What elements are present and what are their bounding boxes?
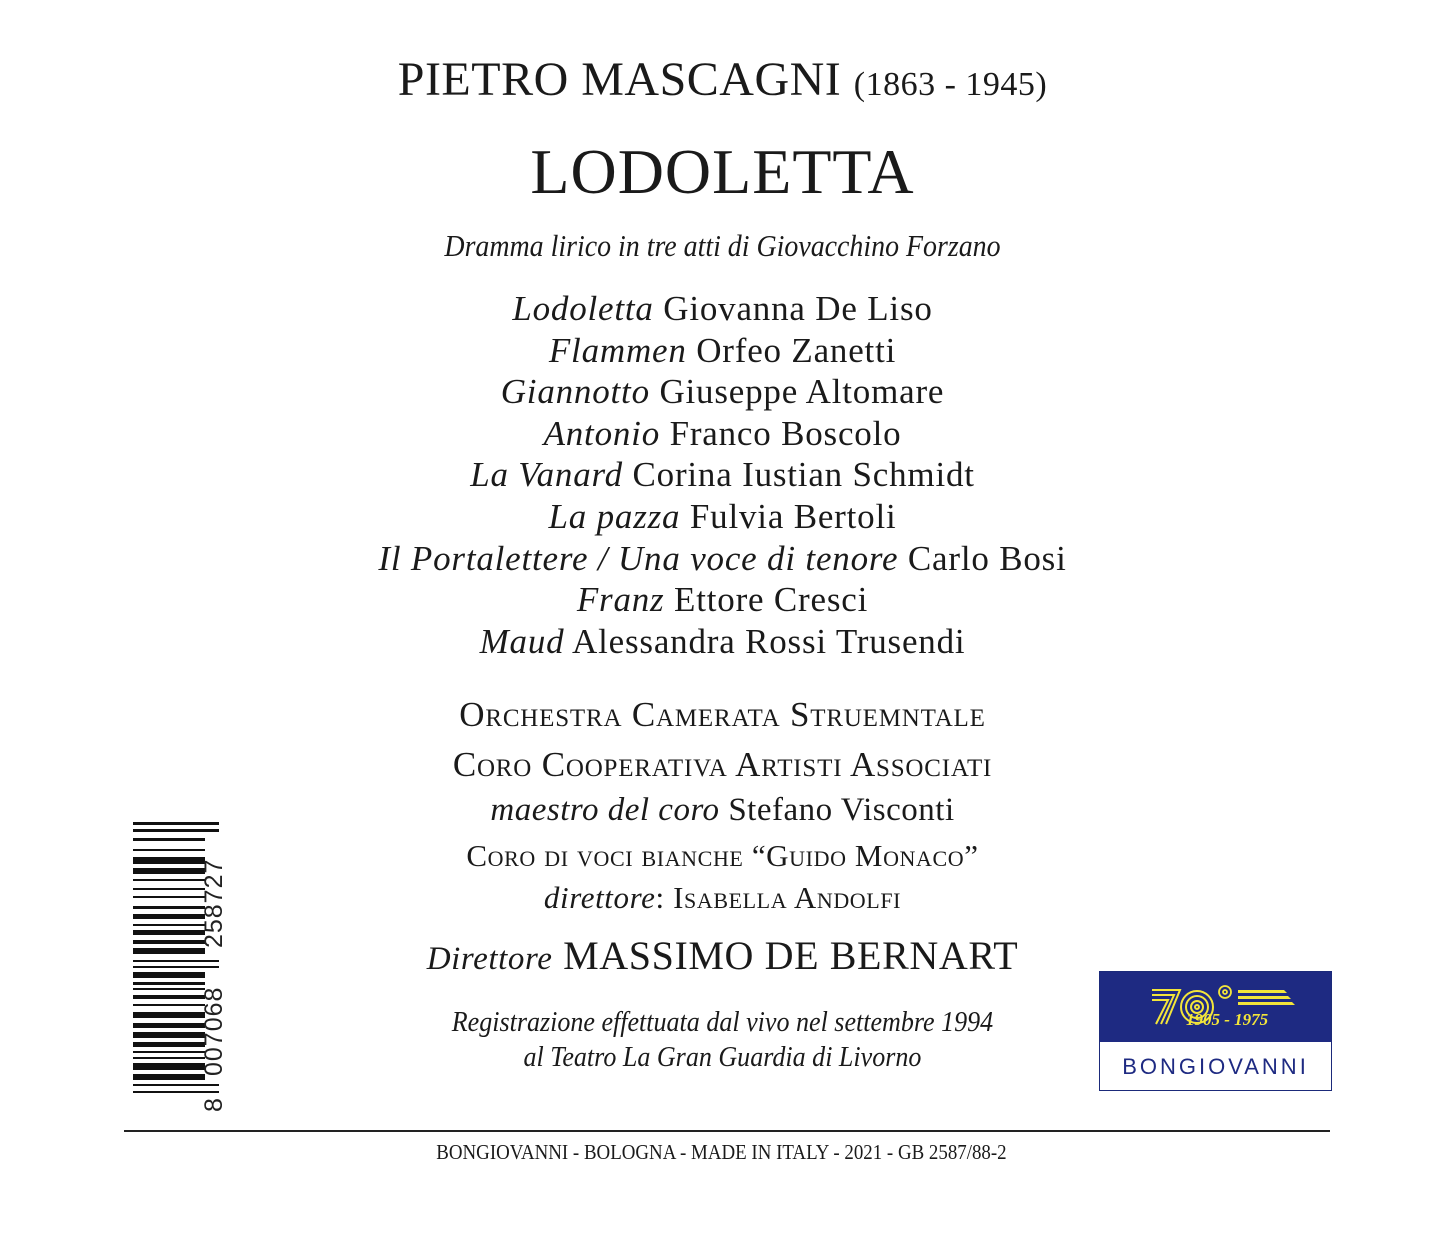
children-choir-director-label: direttore (543, 880, 656, 915)
cast-singer: Giovanna De Liso (663, 289, 933, 328)
cast-row (0, 330, 1445, 372)
recording-note-line1: Registrazione effettuata dal vivo nel settembre 1994 (451, 1007, 994, 1038)
opera-subtitle: Dramma lirico in tre atti di Giovacchino Forzano (444, 228, 1001, 263)
opera-title: LODOLETTA (530, 136, 915, 207)
composer-name: PIETRO MASCAGNI (397, 53, 842, 106)
logo-brand: BONGIOVANNI (1122, 1053, 1309, 1079)
cast-row (0, 621, 1445, 663)
bongiovanni-logo (1099, 971, 1332, 1091)
conductor-name: MASSIMO DE BERNART (563, 933, 1019, 978)
cast-role: Il Portalettere / Una voce di tenore (378, 538, 899, 578)
colon: : (655, 880, 665, 915)
logo-years: 1905 - 1975 (1186, 1010, 1269, 1029)
barcode-group2: 258727 (200, 858, 228, 949)
cast-row (0, 538, 1445, 580)
cast-role: Maud (479, 621, 565, 661)
cast-row (0, 288, 1445, 330)
cast-role: Antonio (543, 413, 660, 453)
logo-anniversary-panel (1100, 972, 1331, 1042)
cast-role: Lodoletta (512, 289, 654, 328)
cast-singer: Alessandra Rossi Trusendi (572, 621, 966, 661)
cast-singer: Giuseppe Altomare (659, 372, 945, 412)
composer-line (0, 52, 1445, 107)
children-choir-director-name: Isabella Andolfi (673, 880, 902, 915)
children-choir-name: Coro di voci bianche “Guido Monaco” (466, 838, 979, 873)
orchestra-name: Orchestra Camerata Struemntale (459, 695, 986, 734)
cast-row (0, 454, 1445, 496)
cast-role: Giannotto (500, 372, 650, 412)
barcode-number (200, 822, 226, 1112)
choir-master-name: Stefano Visconti (728, 792, 955, 828)
barcode-lead-digit: 8 (200, 1097, 228, 1112)
cast-singer: Carlo Bosi (907, 538, 1067, 578)
cast-row (0, 413, 1445, 455)
seventy-anniversary-icon (1100, 972, 1331, 1042)
cast-singer: Corina Iustian Schmidt (632, 455, 975, 495)
barcode-group1: 007068 (200, 986, 228, 1076)
composer-dates: (1863 - 1945) (853, 66, 1048, 103)
conductor-label: Direttore (426, 941, 553, 977)
cast-singer: Orfeo Zanetti (696, 330, 897, 370)
cast-role: Flammen (548, 330, 687, 370)
cast-singer: Franco Boscolo (669, 413, 902, 453)
cast-role: Franz (576, 580, 665, 620)
cast-list (0, 288, 1445, 662)
cast-row (0, 371, 1445, 413)
ensembles (0, 690, 1445, 790)
choir-master-label: maestro del coro (490, 792, 720, 828)
cast-row (0, 579, 1445, 621)
recording-note-line2: al Teatro La Gran Guardia di Livorno (523, 1042, 922, 1073)
cast-singer: Fulvia Bertoli (689, 496, 897, 536)
footer-divider (124, 1130, 1330, 1132)
cast-singer: Ettore Cresci (674, 580, 869, 620)
footer-credits: BONGIOVANNI - BOLOGNA - MADE IN ITALY - 2021 - GB 2587/88-2 (436, 1140, 1007, 1164)
cast-role: La Vanard (470, 455, 623, 495)
choir-name: Coro Cooperativa Artisti Associati (452, 745, 993, 784)
cast-role: La pazza (548, 496, 681, 536)
cast-row (0, 496, 1445, 538)
